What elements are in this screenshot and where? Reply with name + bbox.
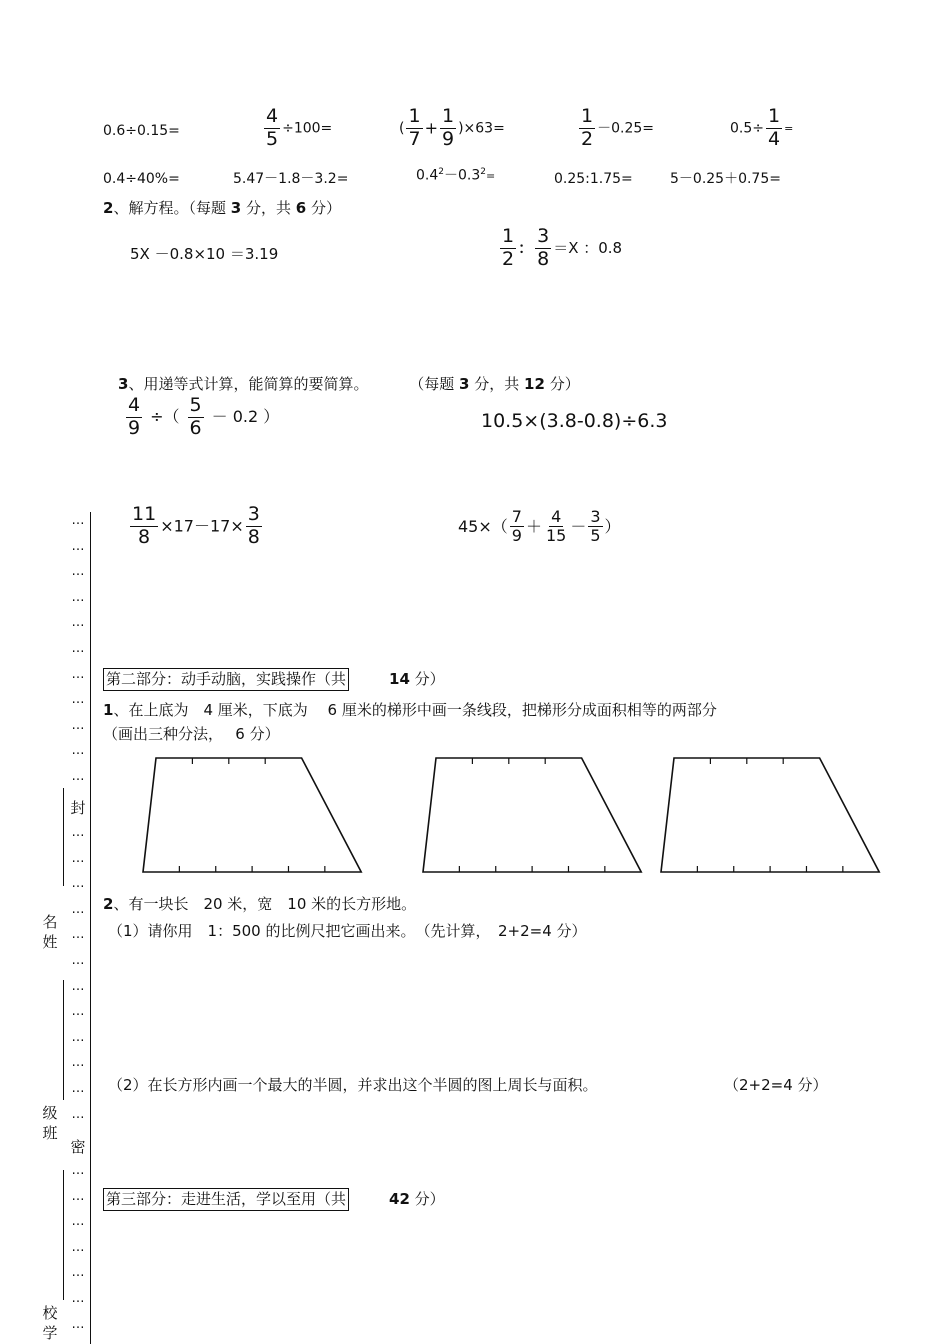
part2-q2-sub1: （1）请你用 1：500 的比例尺把它画出来。 （先计算， 2+2=4 分） [108,922,587,940]
equation-2: $\frac{1}{2}$ ： $\frac{3}{8}$ ＝X ：0.8 [502,225,623,270]
binding-dot: … [71,1163,85,1178]
binding-dot: … [71,640,85,656]
expr-row2-5: 5－0.25＋0.75= [670,171,781,187]
binding-dot: … [71,927,85,943]
binding-dot: … [71,717,85,733]
binding-line-3 [63,1170,64,1300]
binding-dot: … [71,513,85,528]
binding-dot: … [71,564,85,580]
binding-dot: … [71,1055,85,1071]
binding-dot: … [71,743,85,759]
expr-row1-2: $\frac{4}{5}$ ÷100= [266,105,333,150]
part2-q2-line1: 2、有一块长 20 米，宽 10 米的长方形地。 [103,895,417,913]
calc-4: 45×（ $\frac{7}{9}$ ＋ $\frac{4}{15}$ － $\frac{3}{5}$ ） [458,507,621,546]
binding-dot: … [71,978,85,994]
binding-dot: … [71,1265,85,1281]
binding-dot: … [71,1080,85,1096]
part2-header: 第二部分：动手动脑，实践操作（共 14 分） [103,672,445,687]
binding-dot: … [71,1239,85,1255]
binding-dot: … [71,1106,85,1122]
binding-dot: … [71,666,85,682]
binding-dot: … [71,876,85,892]
binding-dot: … [71,850,85,866]
expr-row2-3: $0.4^2-0.3^2=$ [416,167,496,184]
expr-row2-4: 0.25:1.75= [554,171,633,187]
seal-label-mi: 密 [70,1138,86,1156]
label-name: 名 姓 [42,913,58,951]
expr-row2-2: 5.47－1.8－3.2= [233,171,349,187]
label-class: 级 班 [42,1104,58,1142]
question-3-title: 3、用递等式计算，能简算的要简算。 （每题 3 分，共 12 分） [118,375,580,393]
expr-row1-1: 0.6÷0.15= [103,123,180,139]
binding-dot: … [71,589,85,605]
dot-column-middle [68,820,88,1127]
part2-q2-sub2-points: （2+2=4 分） [724,1076,828,1094]
expr-row1-4: $\frac{1}{2}$ －0.25= [581,105,654,150]
part2-q1-line2: （画出三种分法， 6 分） [103,725,280,743]
part3-header: 第三部分：走进生活，学以至用（共 42 分） [103,1192,445,1207]
fraction: $\frac{4}{5}$ [266,105,279,150]
trapezoid-1 [143,758,361,872]
binding-dot: … [71,1029,85,1045]
seal-label-feng: 封 [70,799,86,817]
binding-dot: … [71,1188,85,1204]
calc-1: $\frac{4}{9}$ ÷（ $\frac{5}{6}$ － 0.2 ） [128,394,280,439]
equation-1: 5X －0.8×10 ＝3.19 [130,245,279,263]
binding-dot: … [71,692,85,708]
binding-dot: … [71,768,85,784]
expr-row1-5: 0.5÷ $\frac{1}{4}$ = [730,105,794,150]
question-2-title: 2、解方程。（每题 3 分，共 6 分） [103,199,341,217]
binding-dot: … [71,825,85,840]
binding-line-2 [63,980,64,1100]
trapezoid-3 [661,758,879,872]
binding-dot: … [71,1004,85,1020]
part2-q1-line1: 1、在上底为 4 厘米，下底为 6 厘米的梯形中画一条线段，把梯形分成面积相等的两部分 [103,701,717,719]
dot-column-bottom [68,1158,88,1337]
binding-dot: … [71,901,85,917]
binding-dot: … [71,952,85,968]
binding-dot: … [71,538,85,554]
expr-row1-3: ( $\frac{1}{7}$ + $\frac{1}{9}$ )×63= [399,105,505,150]
binding-dot: … [71,1214,85,1230]
binding-dot: … [71,1290,85,1306]
expr-row2-1: 0.4÷40%= [103,171,180,187]
dot-column-top [68,508,88,790]
binding-dot: … [71,1316,85,1332]
binding-dot: … [71,615,85,631]
calc-2: 10.5×(3.8-0.8)÷6.3 [481,410,668,432]
binding-line-inner [90,512,91,1344]
calc-3: $\frac{11}{8}$ ×17－17× $\frac{3}{8}$ [132,503,260,548]
part2-q2-sub2: （2）在长方形内画一个最大的半圆，并求出这个半圆的图上周长与面积。 [108,1076,598,1094]
label-school: 校 学 [42,1304,58,1342]
trapezoid-2 [423,758,641,872]
binding-line-1 [63,788,64,886]
